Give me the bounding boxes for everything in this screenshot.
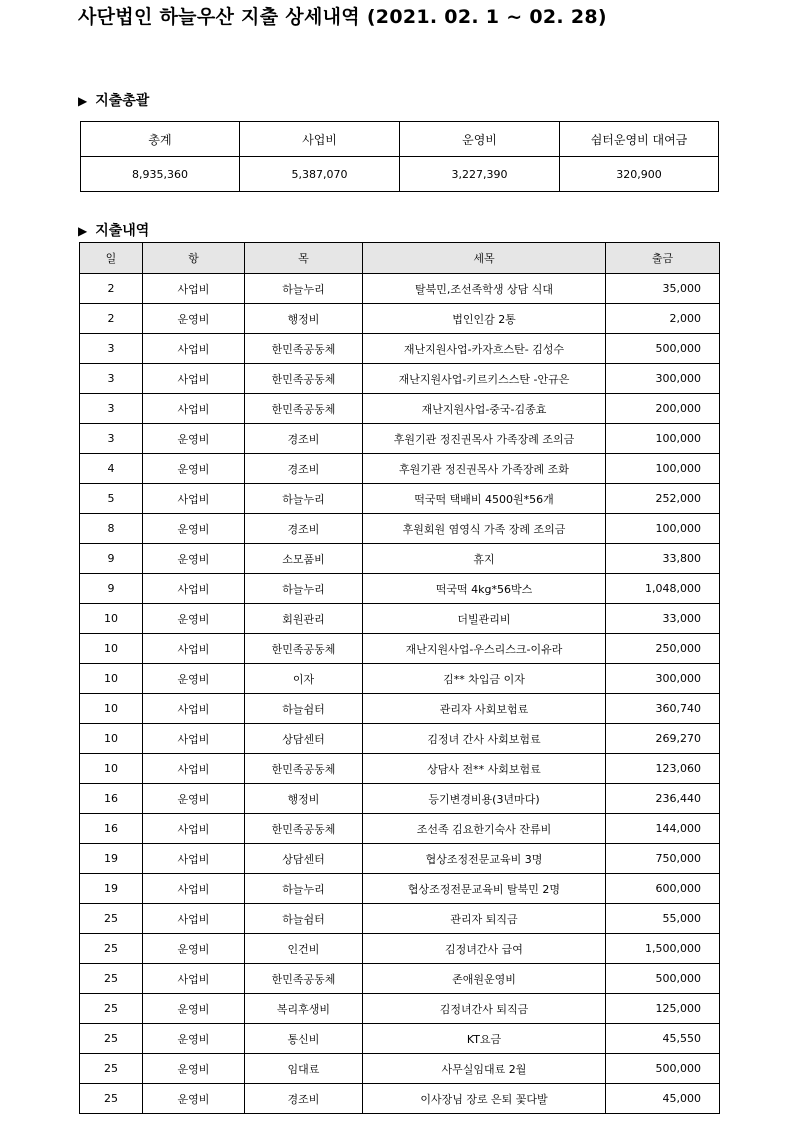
table-row xyxy=(80,814,720,844)
cell-item: 운영비 xyxy=(143,304,245,334)
triangle-bullet-icon: ▶ xyxy=(78,224,88,238)
cell-item: 운영비 xyxy=(143,934,245,964)
summary-value-business: 5,387,070 xyxy=(240,157,400,192)
header-category: 목 xyxy=(245,243,363,274)
header-day: 일 xyxy=(80,243,143,274)
cell-category: 하늘누리 xyxy=(245,574,363,604)
cell-description: 김정녀간사 퇴직금 xyxy=(363,994,606,1024)
summary-value-operation: 3,227,390 xyxy=(400,157,560,192)
cell-item: 운영비 xyxy=(143,544,245,574)
cell-withdrawal: 500,000 xyxy=(606,1054,720,1084)
table-row xyxy=(80,424,720,454)
expense-detail-table xyxy=(79,242,720,1114)
table-row xyxy=(80,1084,720,1114)
cell-withdrawal: 45,000 xyxy=(606,1084,720,1114)
cell-description: 사무실임대료 2월 xyxy=(363,1054,606,1084)
cell-category: 경조비 xyxy=(245,424,363,454)
cell-item: 사업비 xyxy=(143,574,245,604)
triangle-bullet-icon: ▶ xyxy=(78,94,88,108)
cell-day: 3 xyxy=(80,334,143,364)
cell-item: 사업비 xyxy=(143,874,245,904)
cell-item: 사업비 xyxy=(143,394,245,424)
cell-category: 통신비 xyxy=(245,1024,363,1054)
cell-description: 김정녀 간사 사회보험료 xyxy=(363,724,606,754)
cell-description: 김정녀간사 급여 xyxy=(363,934,606,964)
table-row xyxy=(80,874,720,904)
cell-category: 한민족공동체 xyxy=(245,334,363,364)
cell-day: 3 xyxy=(80,394,143,424)
cell-description: 김** 차입금 이자 xyxy=(363,664,606,694)
cell-day: 25 xyxy=(80,1024,143,1054)
summary-header-business: 사업비 xyxy=(240,122,400,157)
cell-withdrawal: 250,000 xyxy=(606,634,720,664)
table-row xyxy=(80,724,720,754)
cell-category: 한민족공동체 xyxy=(245,964,363,994)
table-row xyxy=(80,364,720,394)
table-row xyxy=(80,574,720,604)
cell-category: 이자 xyxy=(245,664,363,694)
detail-header-row xyxy=(80,243,720,274)
cell-description: 관리자 사회보험료 xyxy=(363,694,606,724)
cell-category: 하늘누리 xyxy=(245,874,363,904)
cell-withdrawal: 200,000 xyxy=(606,394,720,424)
cell-day: 10 xyxy=(80,634,143,664)
summary-value-row xyxy=(81,157,719,192)
cell-item: 사업비 xyxy=(143,724,245,754)
cell-item: 사업비 xyxy=(143,964,245,994)
table-row xyxy=(80,694,720,724)
cell-category: 회원관리 xyxy=(245,604,363,634)
summary-header-shelter-loan: 쉼터운영비 대여금 xyxy=(560,122,719,157)
table-row xyxy=(80,784,720,814)
cell-item: 운영비 xyxy=(143,1084,245,1114)
summary-value-shelter-loan: 320,900 xyxy=(560,157,719,192)
cell-withdrawal: 144,000 xyxy=(606,814,720,844)
cell-category: 임대료 xyxy=(245,1054,363,1084)
cell-item: 운영비 xyxy=(143,994,245,1024)
cell-description: 휴지 xyxy=(363,544,606,574)
cell-category: 한민족공동체 xyxy=(245,394,363,424)
cell-description: 이사장님 장로 은퇴 꽃다발 xyxy=(363,1084,606,1114)
cell-item: 사업비 xyxy=(143,694,245,724)
cell-category: 한민족공동체 xyxy=(245,364,363,394)
cell-description: 협상조정전문교육비 3명 xyxy=(363,844,606,874)
cell-description: 상담사 전** 사회보험료 xyxy=(363,754,606,784)
cell-description: 후원회원 염영식 가족 장례 조의금 xyxy=(363,514,606,544)
cell-day: 2 xyxy=(80,274,143,304)
table-row xyxy=(80,454,720,484)
section-heading-summary xyxy=(78,90,149,110)
cell-day: 10 xyxy=(80,664,143,694)
cell-category: 한민족공동체 xyxy=(245,634,363,664)
cell-withdrawal: 236,440 xyxy=(606,784,720,814)
cell-day: 25 xyxy=(80,1084,143,1114)
cell-item: 사업비 xyxy=(143,634,245,664)
cell-withdrawal: 125,000 xyxy=(606,994,720,1024)
header-withdrawal: 출금 xyxy=(606,243,720,274)
table-row xyxy=(80,274,720,304)
cell-description: 재난지원사업-중국-김종효 xyxy=(363,394,606,424)
table-row xyxy=(80,904,720,934)
cell-item: 사업비 xyxy=(143,814,245,844)
cell-day: 10 xyxy=(80,694,143,724)
cell-category: 행정비 xyxy=(245,304,363,334)
details-heading: 지출내역 xyxy=(95,223,150,239)
cell-day: 9 xyxy=(80,544,143,574)
cell-item: 사업비 xyxy=(143,754,245,784)
table-row xyxy=(80,994,720,1024)
cell-day: 10 xyxy=(80,604,143,634)
cell-category: 복리후생비 xyxy=(245,994,363,1024)
cell-description: 후원기관 정진권목사 가족장례 조의금 xyxy=(363,424,606,454)
page-title: 사단법인 하늘우산 지출 상세내역 (2021. 02. 1 ~ 02. 28) xyxy=(78,6,607,28)
cell-day: 25 xyxy=(80,904,143,934)
cell-day: 25 xyxy=(80,964,143,994)
cell-withdrawal: 33,000 xyxy=(606,604,720,634)
cell-day: 2 xyxy=(80,304,143,334)
summary-heading: 지출총괄 xyxy=(95,93,150,109)
cell-day: 25 xyxy=(80,934,143,964)
cell-category: 하늘쉼터 xyxy=(245,694,363,724)
cell-item: 사업비 xyxy=(143,904,245,934)
cell-item: 운영비 xyxy=(143,1024,245,1054)
cell-item: 운영비 xyxy=(143,424,245,454)
table-row xyxy=(80,604,720,634)
cell-description: 법인인감 2통 xyxy=(363,304,606,334)
cell-day: 19 xyxy=(80,844,143,874)
cell-withdrawal: 1,500,000 xyxy=(606,934,720,964)
cell-category: 경조비 xyxy=(245,454,363,484)
cell-day: 8 xyxy=(80,514,143,544)
summary-table xyxy=(80,121,719,192)
cell-withdrawal: 100,000 xyxy=(606,514,720,544)
cell-withdrawal: 360,740 xyxy=(606,694,720,724)
cell-day: 16 xyxy=(80,814,143,844)
cell-withdrawal: 100,000 xyxy=(606,454,720,484)
cell-withdrawal: 500,000 xyxy=(606,964,720,994)
cell-description: 관리자 퇴직금 xyxy=(363,904,606,934)
cell-item: 사업비 xyxy=(143,334,245,364)
cell-day: 25 xyxy=(80,994,143,1024)
cell-withdrawal: 252,000 xyxy=(606,484,720,514)
cell-description: 존애원운영비 xyxy=(363,964,606,994)
cell-withdrawal: 123,060 xyxy=(606,754,720,784)
cell-description: 협상조정전문교육비 탈북민 2명 xyxy=(363,874,606,904)
cell-category: 한민족공동체 xyxy=(245,754,363,784)
cell-description: KT요금 xyxy=(363,1024,606,1054)
cell-withdrawal: 300,000 xyxy=(606,664,720,694)
cell-item: 사업비 xyxy=(143,274,245,304)
table-row xyxy=(80,1054,720,1084)
table-row xyxy=(80,1024,720,1054)
cell-withdrawal: 1,048,000 xyxy=(606,574,720,604)
cell-day: 3 xyxy=(80,424,143,454)
cell-category: 상담센터 xyxy=(245,724,363,754)
cell-category: 한민족공동체 xyxy=(245,814,363,844)
summary-header-total: 총계 xyxy=(81,122,240,157)
cell-description: 등기변경비용(3년마다) xyxy=(363,784,606,814)
cell-description: 후원기관 정진권목사 가족장례 조화 xyxy=(363,454,606,484)
cell-item: 운영비 xyxy=(143,604,245,634)
cell-item: 사업비 xyxy=(143,364,245,394)
cell-withdrawal: 500,000 xyxy=(606,334,720,364)
header-item: 항 xyxy=(143,243,245,274)
cell-day: 5 xyxy=(80,484,143,514)
cell-description: 탈북민,조선족학생 상담 식대 xyxy=(363,274,606,304)
table-row xyxy=(80,514,720,544)
cell-description: 재난지원사업-키르키스스탄 -안규은 xyxy=(363,364,606,394)
cell-withdrawal: 600,000 xyxy=(606,874,720,904)
cell-day: 4 xyxy=(80,454,143,484)
cell-description: 떡국떡 택배비 4500원*56개 xyxy=(363,484,606,514)
cell-item: 운영비 xyxy=(143,454,245,484)
cell-item: 사업비 xyxy=(143,484,245,514)
cell-item: 운영비 xyxy=(143,784,245,814)
cell-category: 소모품비 xyxy=(245,544,363,574)
table-row xyxy=(80,844,720,874)
cell-category: 하늘쉼터 xyxy=(245,904,363,934)
cell-day: 10 xyxy=(80,754,143,784)
cell-category: 행정비 xyxy=(245,784,363,814)
cell-day: 3 xyxy=(80,364,143,394)
cell-category: 경조비 xyxy=(245,514,363,544)
cell-withdrawal: 2,000 xyxy=(606,304,720,334)
cell-item: 운영비 xyxy=(143,514,245,544)
header-description: 세목 xyxy=(363,243,606,274)
cell-day: 16 xyxy=(80,784,143,814)
table-row xyxy=(80,934,720,964)
summary-header-row xyxy=(81,122,719,157)
cell-description: 더빌관리비 xyxy=(363,604,606,634)
table-row xyxy=(80,394,720,424)
cell-description: 떡국떡 4kg*56박스 xyxy=(363,574,606,604)
cell-withdrawal: 300,000 xyxy=(606,364,720,394)
table-row xyxy=(80,304,720,334)
section-heading-details xyxy=(78,220,149,240)
cell-category: 인건비 xyxy=(245,934,363,964)
cell-day: 19 xyxy=(80,874,143,904)
cell-item: 사업비 xyxy=(143,844,245,874)
cell-withdrawal: 33,800 xyxy=(606,544,720,574)
cell-category: 경조비 xyxy=(245,1084,363,1114)
cell-category: 하늘누리 xyxy=(245,484,363,514)
cell-withdrawal: 35,000 xyxy=(606,274,720,304)
table-row xyxy=(80,484,720,514)
cell-day: 25 xyxy=(80,1054,143,1084)
cell-withdrawal: 100,000 xyxy=(606,424,720,454)
cell-withdrawal: 750,000 xyxy=(606,844,720,874)
cell-item: 운영비 xyxy=(143,1054,245,1084)
table-row xyxy=(80,544,720,574)
cell-withdrawal: 45,550 xyxy=(606,1024,720,1054)
table-row xyxy=(80,964,720,994)
cell-day: 9 xyxy=(80,574,143,604)
summary-value-total: 8,935,360 xyxy=(81,157,240,192)
cell-category: 하늘누리 xyxy=(245,274,363,304)
cell-withdrawal: 55,000 xyxy=(606,904,720,934)
table-row xyxy=(80,634,720,664)
table-row xyxy=(80,664,720,694)
cell-description: 재난지원사업-우스리스크-이유라 xyxy=(363,634,606,664)
summary-header-operation: 운영비 xyxy=(400,122,560,157)
table-row xyxy=(80,334,720,364)
cell-item: 운영비 xyxy=(143,664,245,694)
cell-category: 상담센터 xyxy=(245,844,363,874)
cell-withdrawal: 269,270 xyxy=(606,724,720,754)
table-row xyxy=(80,754,720,784)
cell-description: 재난지원사업-카자흐스탄- 김성수 xyxy=(363,334,606,364)
cell-day: 10 xyxy=(80,724,143,754)
cell-description: 조선족 김요한기숙사 잔류비 xyxy=(363,814,606,844)
